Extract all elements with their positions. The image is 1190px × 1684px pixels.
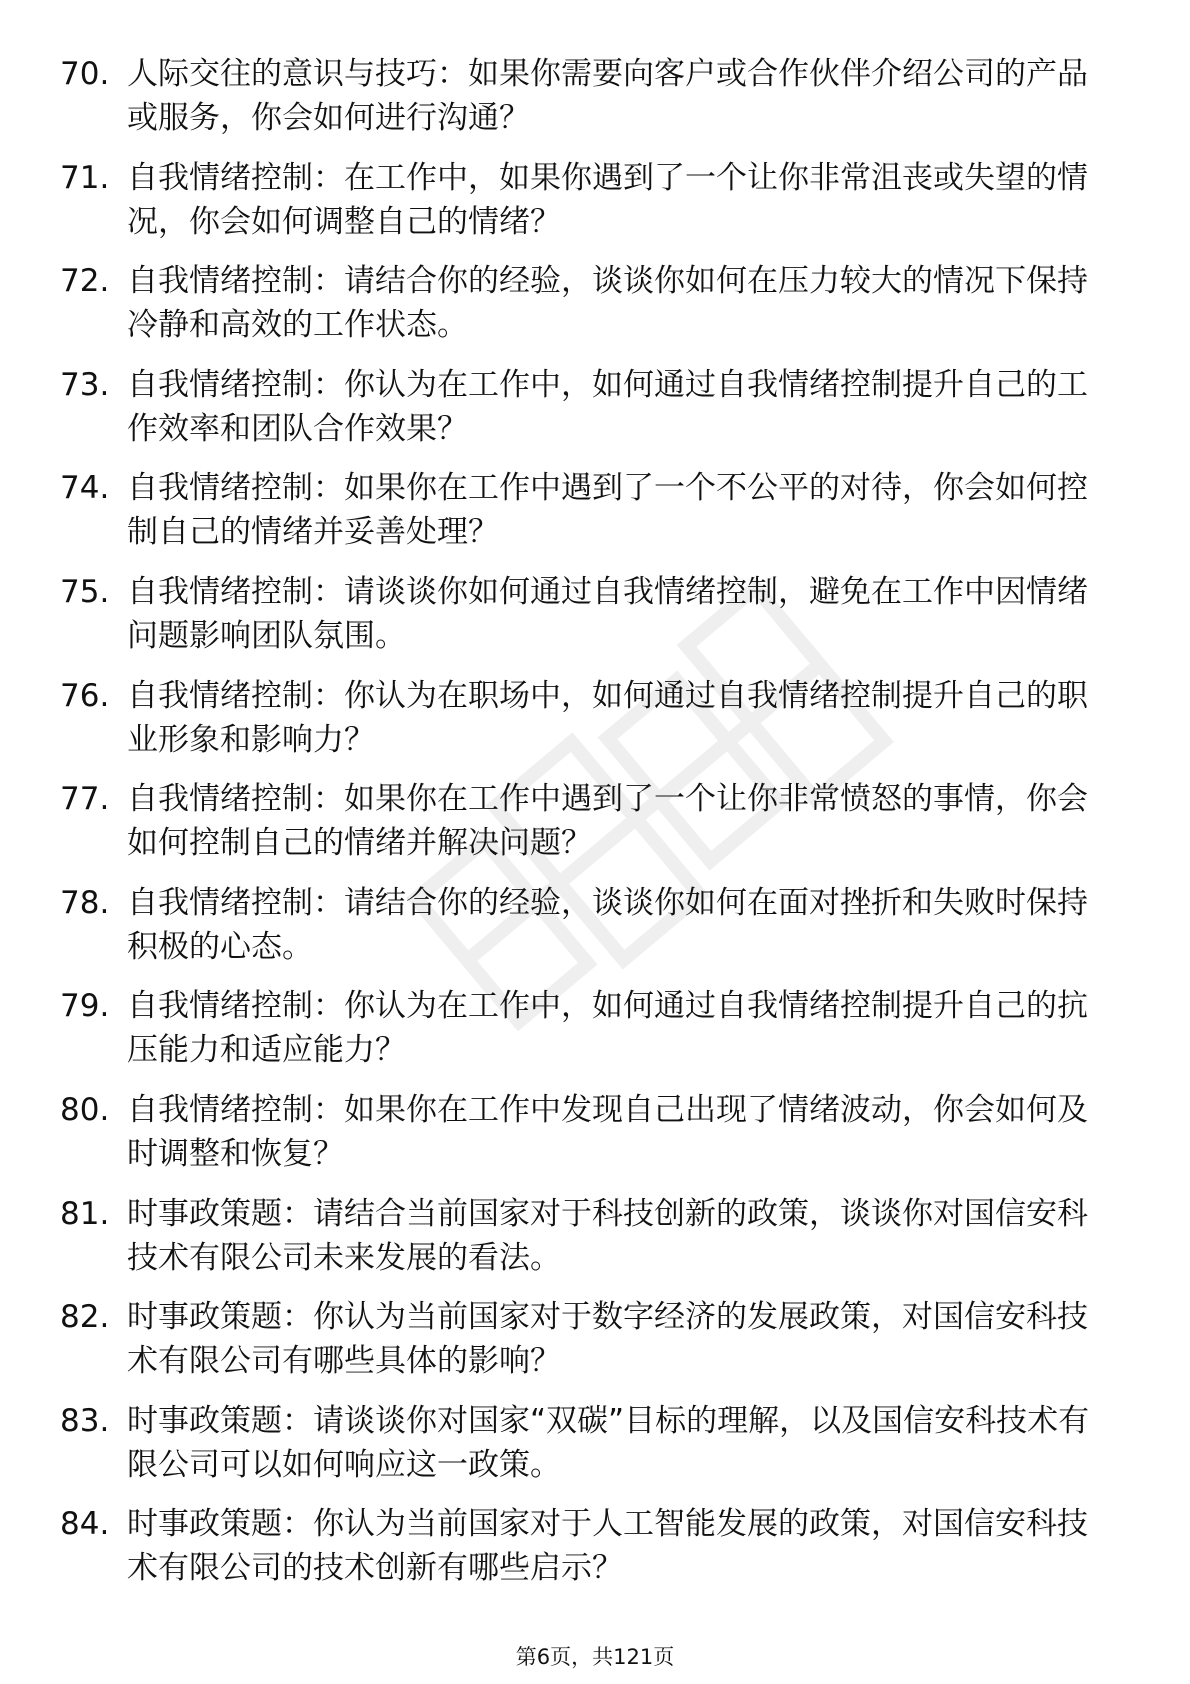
question-text: 自我情绪控制：你认为在工作中，如何通过自我情绪控制提升自己的抗压能力和适应能力？ [127,988,1088,1069]
question-item [0,777,1190,881]
question-number: 73. [60,366,110,403]
page-footer: 第6页，共121页 [515,1645,675,1669]
question-number: 78. [60,884,110,921]
question-number: 84. [60,1506,110,1543]
question-text: 自我情绪控制：请结合你的经验，谈谈你如何在压力较大的情况下保持冷静和高效的工作状态。 [127,263,1088,344]
question-number: 83. [60,1402,110,1439]
question-text: 自我情绪控制：你认为在工作中，如何通过自我情绪控制提升自己的工作效率和团队合作效果？ [127,366,1088,447]
question-item [0,1399,1190,1503]
question-item [0,881,1190,985]
question-text: 时事政策题：请谈谈你对国家“双碳”目标的理解，以及国信安科技术有限公司可以如何响应这一政策。 [127,1402,1090,1483]
question-number: 80. [60,1091,110,1128]
question-number: 77. [60,781,110,818]
question-number: 75. [60,573,110,610]
question-item [0,1502,1190,1606]
question-item [0,674,1190,778]
question-item [0,1088,1190,1192]
question-item [0,1295,1190,1399]
question-item [0,363,1190,467]
question-item [0,156,1190,260]
question-number: 82. [60,1299,110,1336]
question-text: 自我情绪控制：如果你在工作中发现自己出现了情绪波动，你会如何及时调整和恢复？ [127,1091,1088,1172]
question-number: 81. [60,1195,110,1232]
question-text: 时事政策题：你认为当前国家对于人工智能发展的政策，对国信安科技术有限公司的技术创新有哪些启示？ [127,1506,1088,1587]
question-number: 74. [60,470,110,507]
question-text: 自我情绪控制：你认为在职场中，如何通过自我情绪控制提升自己的职业形象和影响力？ [127,677,1088,758]
question-item [0,52,1190,156]
question-number: 79. [60,988,110,1025]
question-item [0,466,1190,570]
question-text: 自我情绪控制：如果你在工作中遇到了一个让你非常愤怒的事情，你会如何控制自己的情绪并解决问题？ [127,781,1088,862]
question-text: 时事政策题：你认为当前国家对于数字经济的发展政策，对国信安科技术有限公司有哪些具体的影响？ [127,1299,1088,1380]
question-text: 自我情绪控制：请结合你的经验，谈谈你如何在面对挫折和失败时保持积极的心态。 [127,884,1088,965]
question-text: 人际交往的意识与技巧：如果你需要向客户或合作伙伴介绍公司的产品或服务，你会如何进行沟通？ [127,56,1088,136]
question-item [0,1192,1190,1296]
question-number: 71. [60,159,110,196]
question-number: 76. [60,677,110,714]
question-number: 72. [60,263,110,300]
question-item [0,570,1190,674]
question-item [0,984,1190,1088]
question-number: 70. [60,56,110,92]
question-list [0,52,1190,1606]
question-text: 自我情绪控制：如果你在工作中遇到了一个不公平的对待，你会如何控制自己的情绪并妥善处理？ [127,470,1088,551]
question-item [0,259,1190,363]
question-text: 自我情绪控制：请谈谈你如何通过自我情绪控制，避免在工作中因情绪问题影响团队氛围。 [127,573,1088,654]
question-text: 时事政策题：请结合当前国家对于科技创新的政策，谈谈你对国信安科技术有限公司未来发展的看法。 [127,1195,1088,1276]
question-text: 自我情绪控制：在工作中，如果你遇到了一个让你非常沮丧或失望的情况，你会如何调整自己的情绪？ [127,159,1088,240]
